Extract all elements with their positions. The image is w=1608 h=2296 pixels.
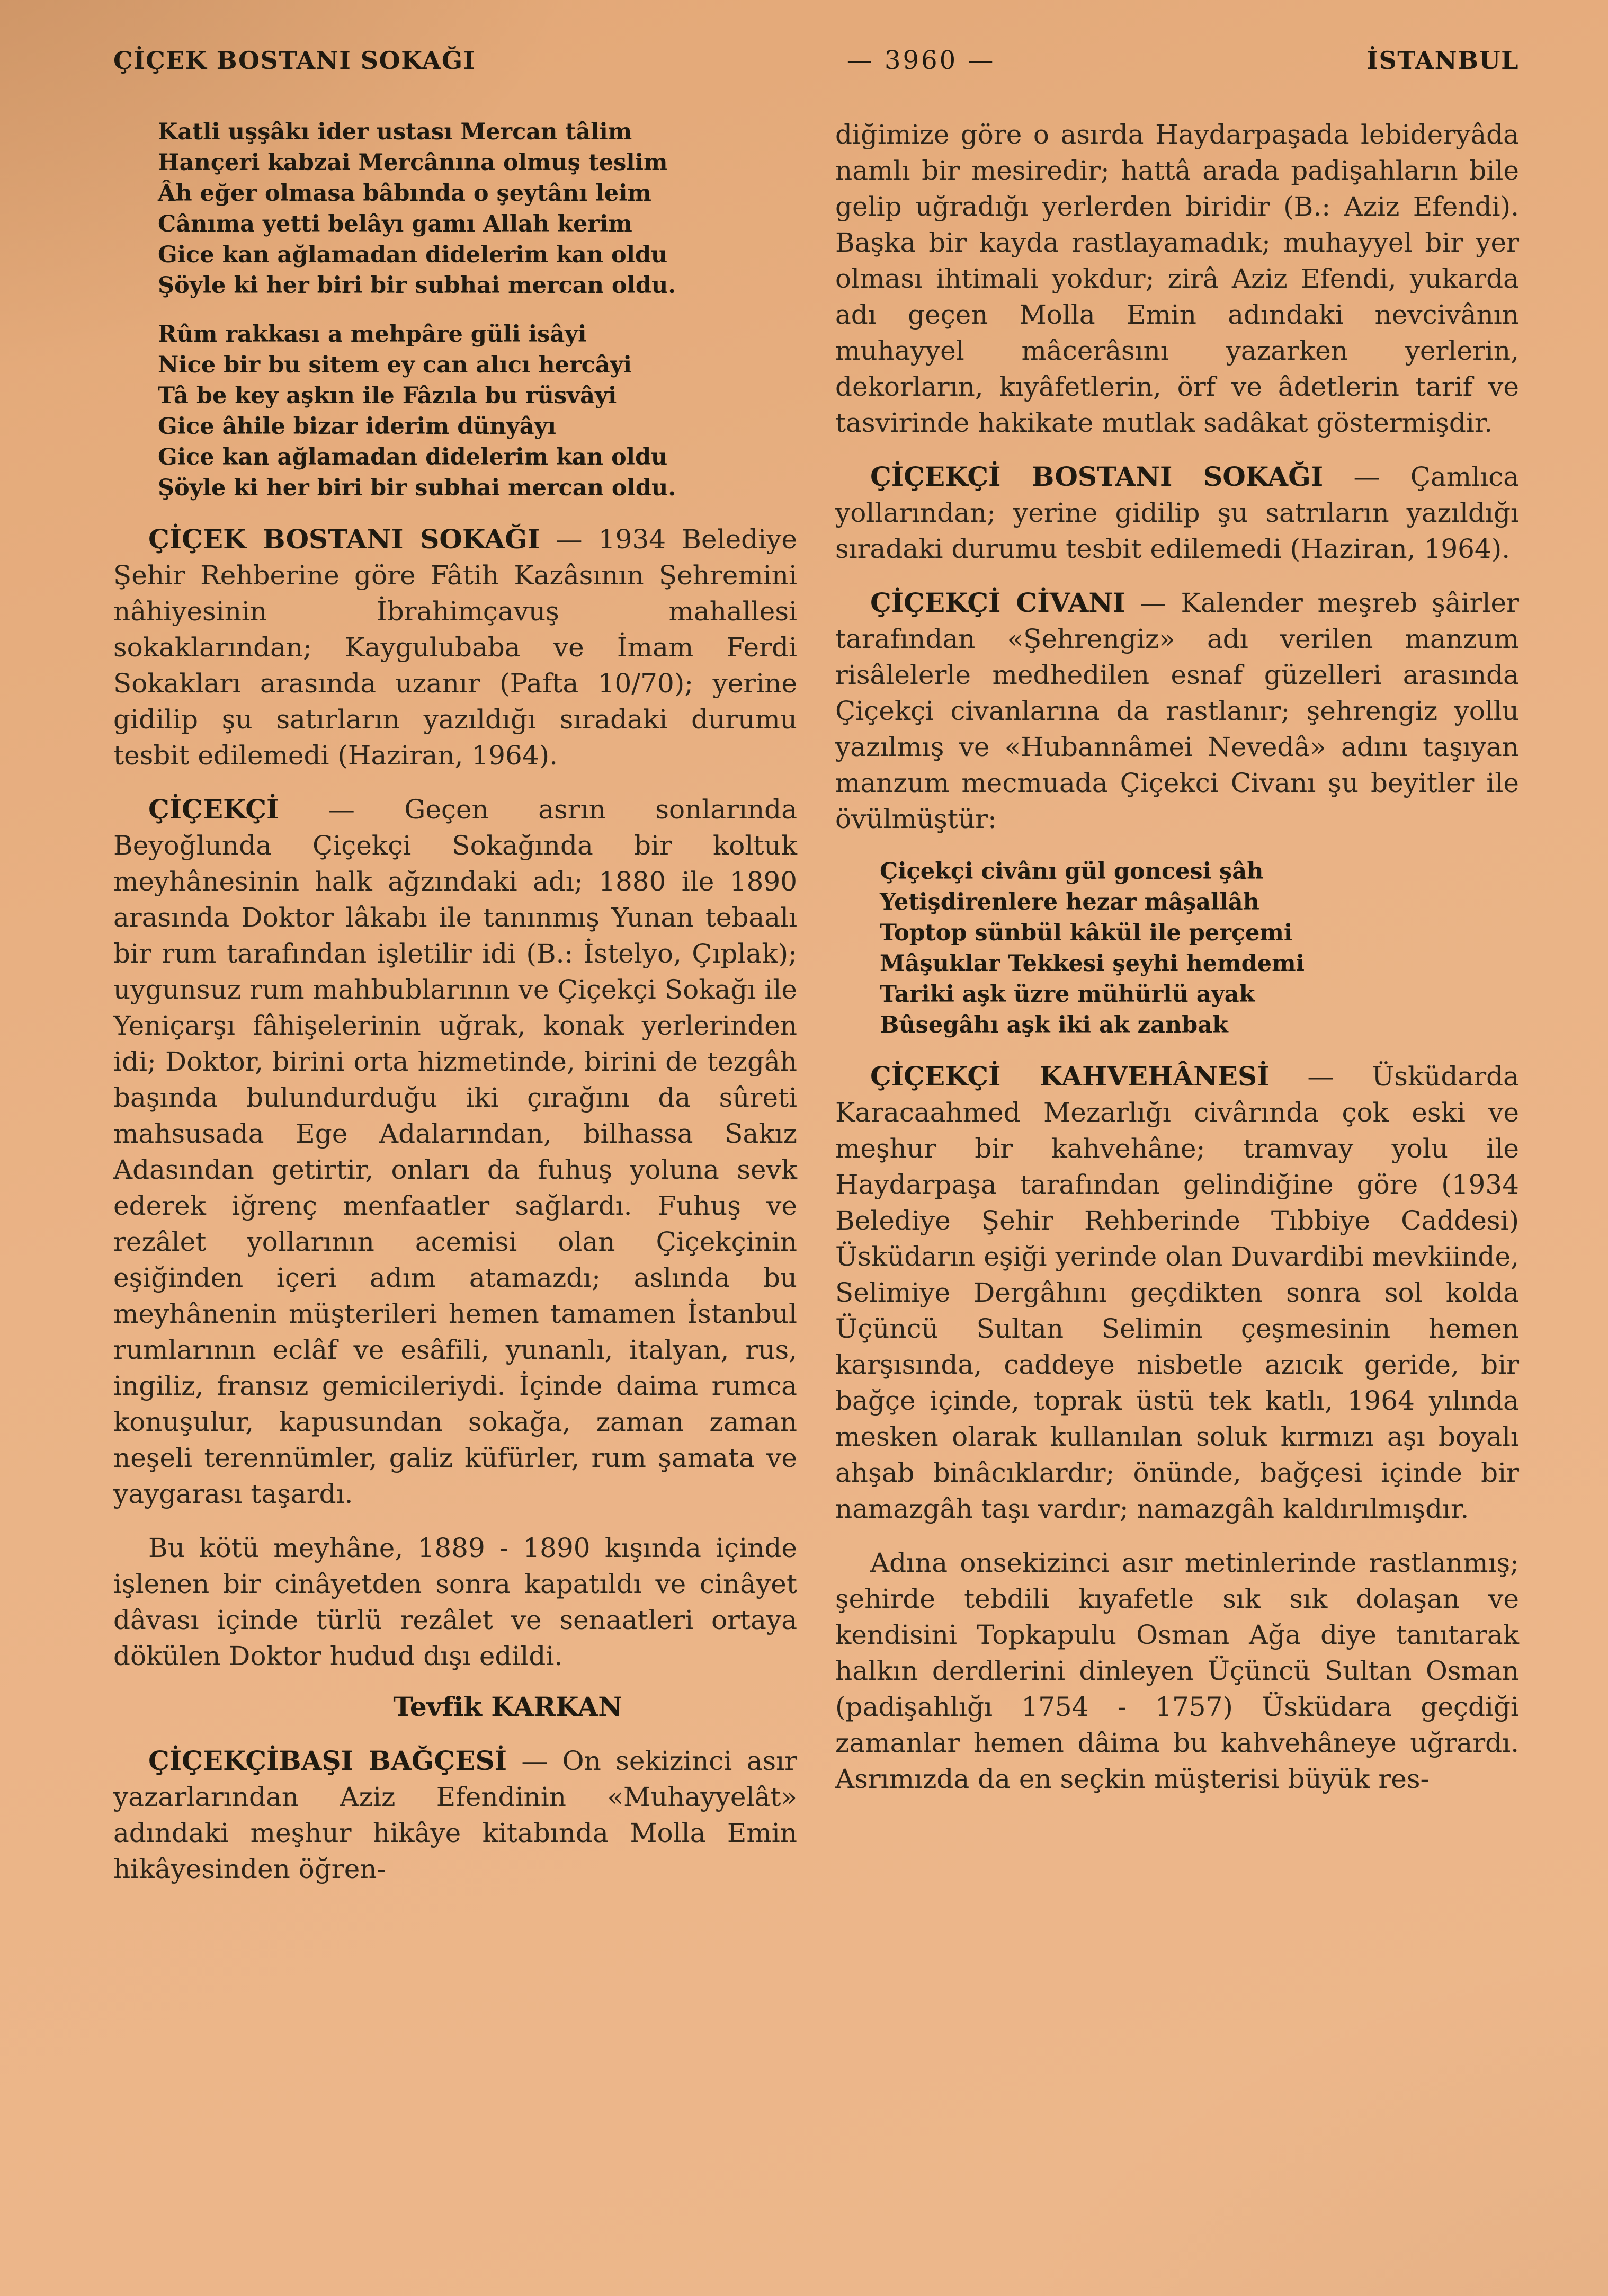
paragraph-adina: Adına onsekizinci asır metinlerinde rastlanmış; şehirde tebdili kıyafetle sık sık dolaşan ve kendisini Topkapulu Osman Ağa diye tanıtarak halkın derdlerini dinleyen Üçüncü Sultan Osman (padişahlığı 1754 - 1757) Üsküdara geçdiği zamanlar hemen dâima bu kahvehâneye uğrardı. Asrımızda da en seçkin müşterisi büyük res- — [835, 1547, 1519, 1794]
poem-line: Âh eğer olmasa bâbında o şeytânı leim — [158, 180, 651, 207]
entry-cicekcibasi-bagcesi — [113, 1743, 797, 1887]
entry-term: ÇİÇEKÇİ KAHVEHÂNESİ — [870, 1061, 1270, 1092]
left-column — [113, 117, 797, 1887]
poem-line: Mâşuklar Tekkesi şeyhi hemdemi — [880, 950, 1305, 977]
poem-line: Rûm rakkası a mehpâre güli isâyi — [158, 321, 587, 348]
poem-line: Çiçekçi civânı gül goncesi şâh — [880, 858, 1264, 885]
entry-term: ÇİÇEKÇİ CİVANI — [870, 587, 1125, 618]
poem-stanza-c — [880, 856, 1519, 1040]
entry-body: — On sekizinci asır yazarlarından Aziz Efendinin «Muhayyelât» adındaki meşhur hikâye kitabında Molla Emin hikâyesinden öğren- — [113, 1746, 797, 1884]
author-signature: Tevfik KARKAN — [393, 1691, 622, 1722]
poem-line: Katli uşşâkı ider ustası Mercan tâlim — [158, 119, 632, 145]
paragraph-meyhane: Bu kötü meyhâne, 1889 - 1890 kışında içinde işlenen bir cinâyetden sonra kapatıldı ve cinâyet dâvası içinde türlü rezâlet ve senaatleri ortaya dökülen Doktor hudud dışı edildi. — [113, 1533, 797, 1671]
poem-line: Gice kan ağlamadan didelerim kan oldu — [158, 242, 668, 268]
header-city-title: İSTANBUL — [1366, 46, 1519, 75]
poem-line: Gice âhile bizar iderim dünyâyı — [158, 413, 556, 440]
entry-body: — Çamlıca yollarından; yerine gidilip şu satrıların yazıldığı sıradaki durumu tesbit edilemedi (Haziran, 1964). — [835, 461, 1520, 564]
poem-stanza-b — [158, 319, 797, 503]
poem-line: Nice bir bu sitem ey can alıcı hercâyi — [158, 352, 632, 378]
entry-term: ÇİÇEKÇİBAŞI BAĞÇESİ — [148, 1745, 507, 1776]
poem-line: Cânıma yetti belâyı gamı Allah kerim — [158, 211, 632, 237]
text-columns — [113, 117, 1519, 1887]
poem-line: Toptop sünbül kâkül ile perçemi — [880, 920, 1293, 946]
header-entry-title: ÇİÇEK BOSTANI SOKAĞI — [113, 46, 476, 75]
page-number: — 3960 — — [846, 46, 996, 75]
entry-body: — 1934 Belediye Şehir Rehberine göre Fâtih Kazâsının Şehremini nâhiyesinin İbrahimçavuş mahallesi sokaklarından; Kaygulubaba ve İmam Ferdi Sokakları arasında uzanır (Pafta 10/70); yerine gidilip şu satırların yazıldığı sıradaki durumu tesbit edilemedi (Haziran, 1964). — [113, 524, 798, 771]
poem-line: Tariki aşk üzre mühürlü ayak — [880, 981, 1255, 1008]
poem-line: Şöyle ki her biri bir subhai mercan oldu. — [158, 272, 676, 299]
poem-line: Yetişdirenlere hezar mâşallâh — [880, 889, 1259, 915]
entry-cicekci-bostani-sokagi — [835, 459, 1519, 567]
entry-body: — Geçen asrın sonlarında Beyoğlunda Çiçekçi Sokağında bir koltuk meyhânesinin halk ağzındaki adı; 1880 ile 1890 arasında Doktor lâkabı ile tanınmış Yunan tebaalı bir rum tarafından işletilir idi (B.: İstelyo, Çıplak); uygunsuz rum mahbublarının ve Çiçekçi Sokağı ile Yeniçarşı fâhişelerinin uğrak, konak yerlerinden idi; Doktor, birini orta hizmetinde, birini de tezgâh başında bulundurduğu iki çırağını da sûreti mahsusada Ege Adalarından, bilhassa Sakız Adasından getirtir, onları da fuhuş yoluna sevk ederek iğrenç menfaatler sağlardı. Fuhuş ve rezâlet yollarının acemisi olan Çiçekçinin eşiğinden içeri adım atamazdı; aslında bu meyhânenin müşterileri hemen tamamen İstanbul rumlarının eclâf ve esâfili, yunanlı, italyan, rus, ingiliz, fransız gemicileriydi. İçinde daima rumca konuşulur, kapusundan sokağa, zaman zaman neşeli terennümler, galiz küfürler, rum şamata ve yaygarası taşardı. — [113, 794, 797, 1509]
entry-term: ÇİÇEK BOSTANI SOKAĞI — [148, 523, 540, 555]
poem-line: Şöyle ki her biri bir subhai mercan oldu. — [158, 475, 676, 501]
poem-line: Bûsegâhı aşk iki ak zanbak — [880, 1012, 1228, 1038]
entry-term: ÇİÇEKÇİ BOSTANI SOKAĞI — [870, 461, 1324, 492]
page-header — [113, 42, 1519, 78]
entry-cicekci-kahvehanesi — [835, 1058, 1519, 1527]
right-column — [835, 117, 1519, 1797]
entry-term: ÇİÇEKÇİ — [148, 794, 279, 825]
entry-body: — Kalender meşreb şâirler tarafından «Şehrengiz» adı verilen manzum risâlelerle medhedilen esnaf güzelleri arasında Çiçekçi civanlarına da rastlanır; şehrengiz yollu yazılmış ve «Hubannâmei Nevedâ» adını taşıyan manzum mecmuada Çiçekci Civanı şu beyitler ile övülmüştür: — [835, 588, 1519, 834]
entry-cicekci — [113, 791, 797, 1512]
entry-cicek-bostani-sokagi — [113, 521, 797, 773]
poem-line: Hançeri kabzai Mercânına olmuş teslim — [158, 149, 668, 176]
entry-body: — Üsküdarda Karacaahmed Mezarlığı civârında çok eski ve meşhur bir kahvehâne; tramvay yolu ile Haydarpaşa tarafından gelindiğine göre (1934 Belediye Şehir Rehberinde Tıbbiye Caddesi) Üsküdarın eşiği yerinde olan Duvardibi mevkiinde, Selimiye Dergâhını geçdikten sonra sol kolda Üçüncü Sultan Selimin çeşmesinin hemen karşısında, caddeye nisbetle azıcık geride, bir bağçe içinde, toprak üstü tek katlı, 1964 yılında mesken olarak kullanılan soluk kırmızı aşı boyalı ahşab binâcıklardır; önünde, bağçesi içinde bir namazgâh taşı vardır; namazgâh kaldırılmışdır. — [835, 1061, 1519, 1524]
entry-cicekci-civani — [835, 585, 1519, 837]
poem-line: Tâ be key aşkın ile Fâzıla bu rüsvâyi — [158, 382, 617, 409]
poem-stanza-a — [158, 117, 797, 301]
paragraph-continuation: diğimize göre o asırda Haydarpaşada lebideryâda namlı bir mesiredir; hattâ arada padişahların bile gelip uğradığı yerlerden biridir (B.: Aziz Efendi). Başka bir kayda rastlayamadık; muhayyel bir yer olması ihtimali yokdur; zirâ Aziz Efendi, yukarda adı geçen Molla Emin adındaki nevcivânın muhayyel mâcerâsını yazarken yerlerin, dekorların, kıyâfetlerin, örf ve âdetlerin tarif ve tasvirinde hakikate mutlak sadâkat göstermişdir. — [835, 119, 1519, 438]
poem-line: Gice kan ağlamadan didelerim kan oldu — [158, 444, 668, 470]
